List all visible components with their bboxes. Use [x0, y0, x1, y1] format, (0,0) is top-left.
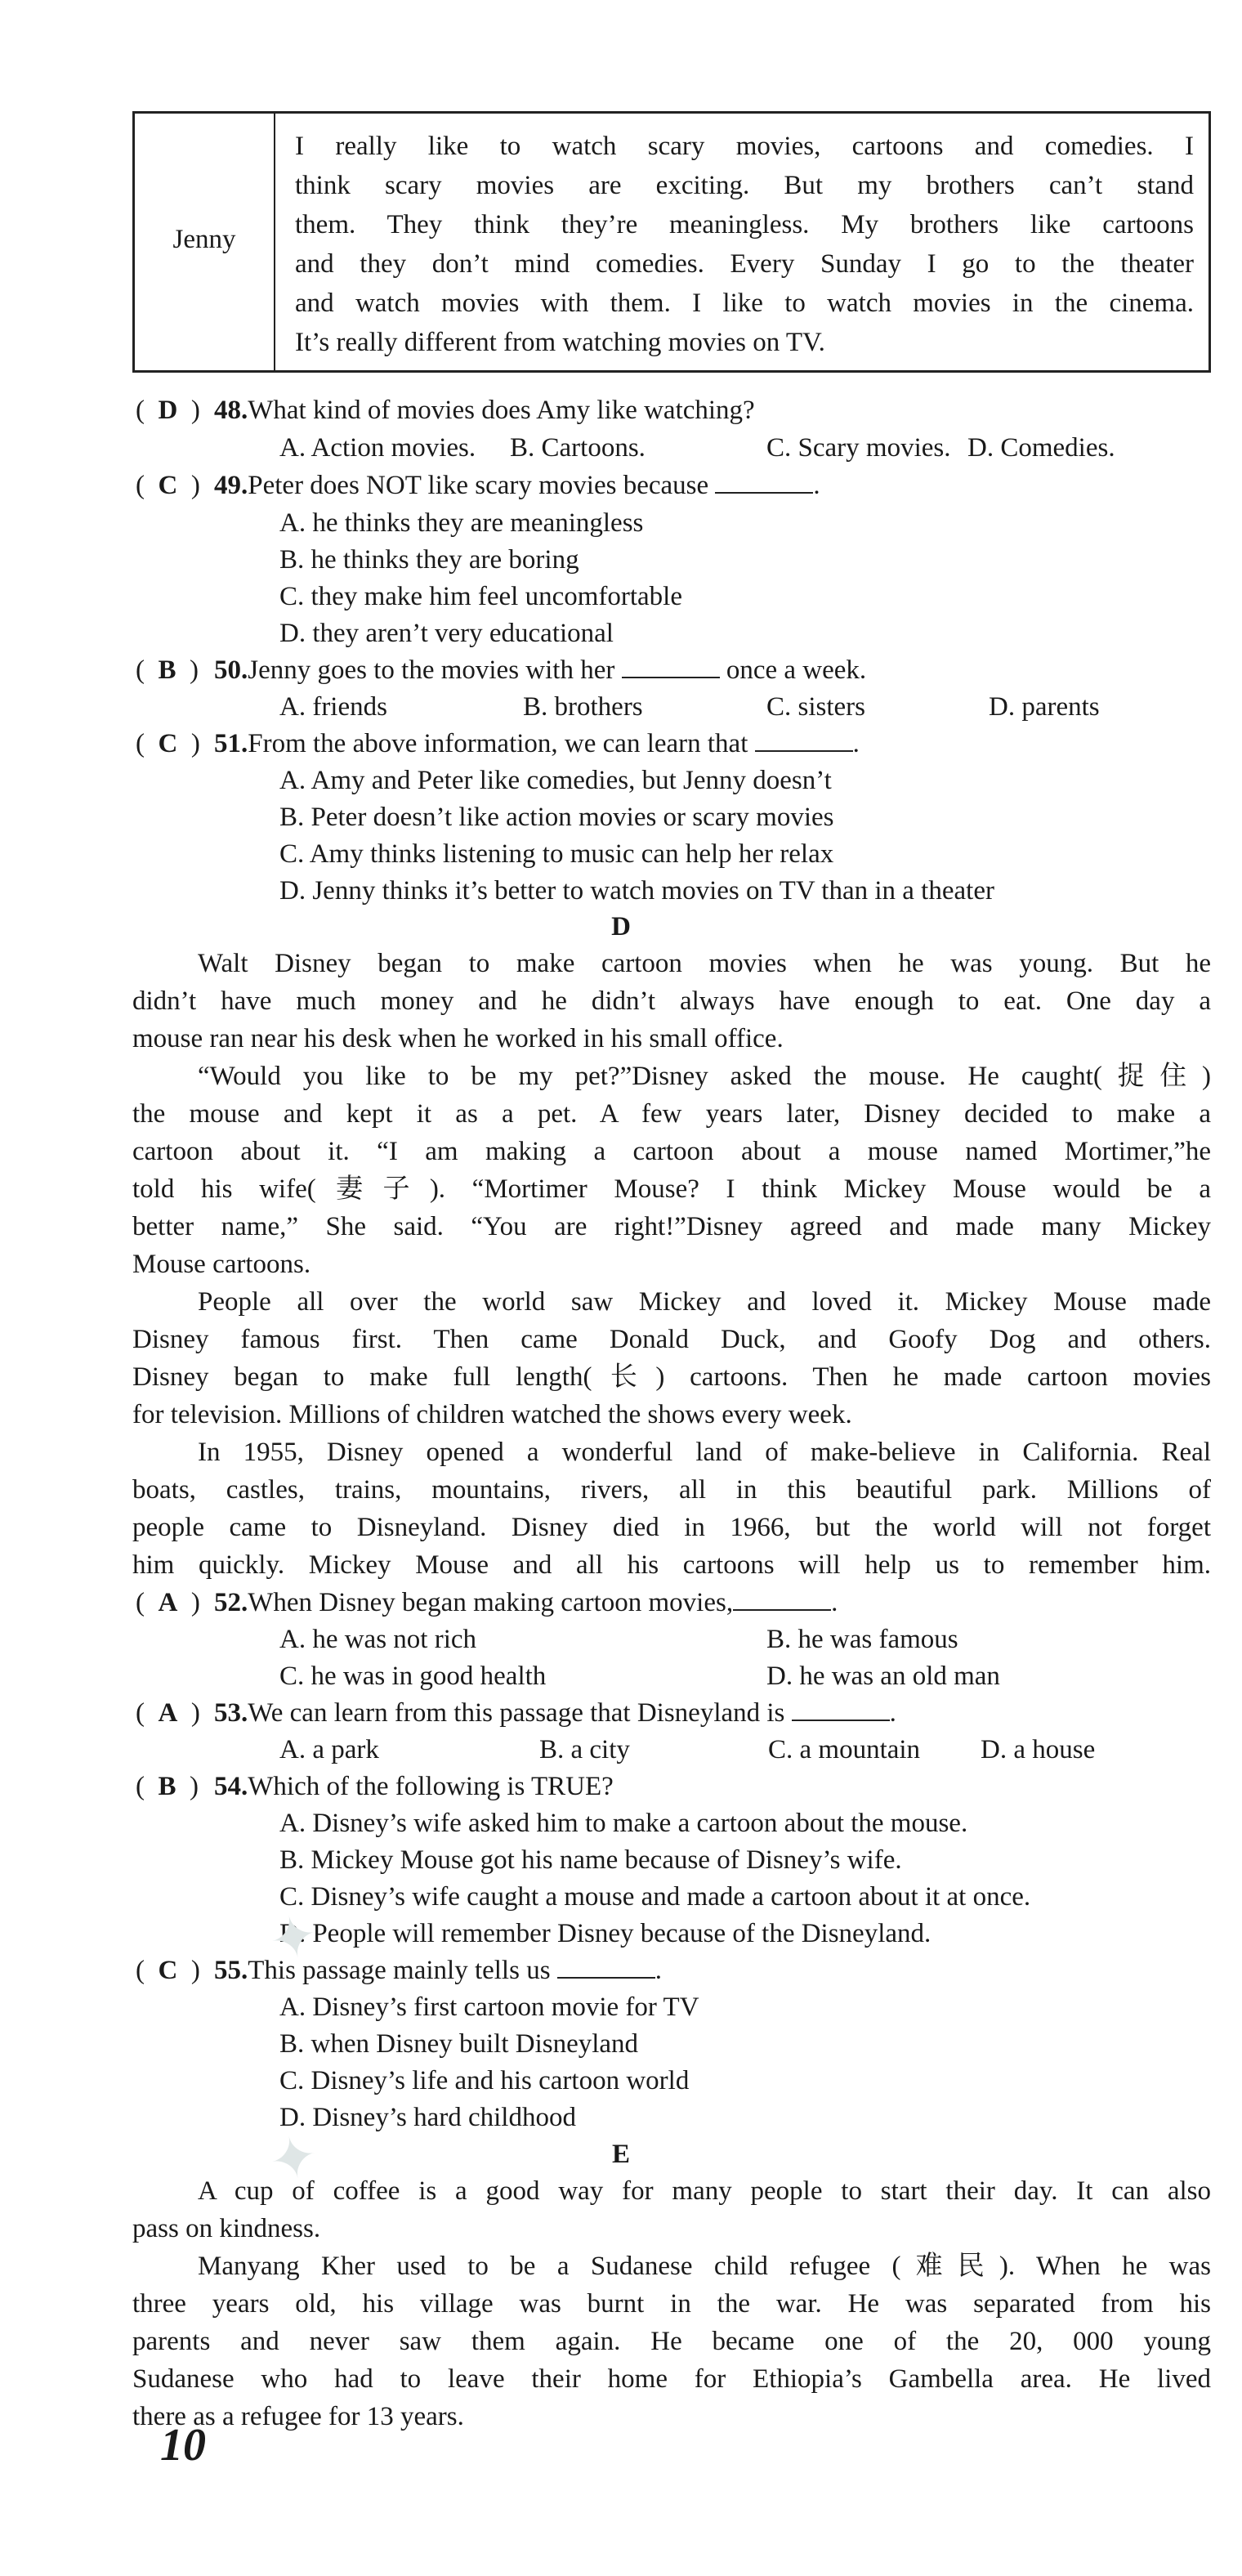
option: A. Amy and Peter like comedies, but Jenny doesn’t	[279, 766, 832, 795]
option: B. a city	[539, 1735, 630, 1764]
page-number: 10	[160, 2420, 206, 2471]
option: B. Cartoons.	[510, 433, 646, 463]
passage-line: Mouse cartoons.	[132, 1250, 311, 1279]
passage-line: pass on kindness.	[132, 2214, 321, 2243]
option: D. Comedies.	[967, 433, 1115, 463]
passage-line: didn’t have much money and he didn’t always have enough to eat. One day a	[132, 986, 1211, 1016]
question-50	[214, 652, 866, 688]
answer-letter: A	[158, 1698, 178, 1728]
option: D. parents	[989, 692, 1100, 722]
option: B. he was famous	[766, 1625, 958, 1654]
question-number: 51.	[214, 729, 248, 758]
passage-line: there as a refugee for 13 years.	[132, 2402, 464, 2431]
question-text-end: once a week.	[726, 655, 867, 685]
question-49: 49.Peter does NOT like scary movies because .	[214, 467, 820, 503]
table-text-line: think scary movies are exciting. But my brothers can’t stand	[295, 171, 1194, 200]
question-text: From the above information, we can learn that	[248, 729, 748, 758]
answer-paren: ( A )	[136, 1698, 200, 1728]
passage-line: A cup of coffee is a good way for many people to start their day. It can also	[198, 2176, 1211, 2206]
question-52: 52.When Disney began making cartoon movies, .	[214, 1585, 838, 1621]
question-number: 49.	[214, 471, 248, 500]
question-number: 52.	[214, 1588, 248, 1617]
answer-paren: ( B )	[136, 655, 199, 685]
question-48	[214, 392, 755, 428]
option: B. Mickey Mouse got his name because of Disney’s wife.	[279, 1845, 902, 1875]
passage-line: mouse ran near his desk when he worked in his small office.	[132, 1024, 784, 1053]
section-heading: D	[611, 912, 631, 941]
option: A. friends	[279, 692, 387, 722]
passage-line: better name,” She said. “You are right!”Disney agreed and made many Mickey	[132, 1212, 1211, 1241]
table-name-cell: Jenny	[172, 225, 236, 254]
answer-blank	[622, 652, 720, 678]
watermark-mark: ✦	[263, 1899, 324, 1976]
question-number: 48.	[214, 396, 248, 425]
question-text: Which of the following is TRUE?	[248, 1772, 614, 1801]
answer-blank	[733, 1585, 831, 1611]
question-text: Peter does NOT like scary movies because	[248, 471, 709, 500]
option: D. Jenny thinks it’s better to watch movies on TV than in a theater	[279, 876, 994, 906]
answer-paren: ( A )	[136, 1588, 200, 1617]
answer-letter: A	[158, 1588, 178, 1617]
question-53: 53.We can learn from this passage that Disneyland is .	[214, 1695, 896, 1731]
passage-line: the mouse and kept it as a pet. A few years later, Disney decided to make a	[132, 1099, 1211, 1129]
option: D. People will remember Disney because of the Disneyland.	[279, 1919, 932, 1948]
passage-line: Manyang Kher used to be a Sudanese child refugee (难民). When he was	[198, 2252, 1211, 2281]
question-number: 54.	[214, 1772, 248, 1801]
question-number: 53.	[214, 1698, 248, 1728]
question-51: 51.From the above information, we can learn that .	[214, 726, 860, 762]
option: A. a park	[279, 1735, 379, 1764]
passage-line: People all over the world saw Mickey and loved it. Mickey Mouse made	[198, 1287, 1211, 1317]
option: D. they aren’t very educational	[279, 619, 614, 648]
question-text: We can learn from this passage that Disneyland is	[248, 1698, 785, 1728]
passage-line: him quickly. Mickey Mouse and all his cartoons will help us to remember him.	[132, 1550, 1211, 1580]
table-text-line: I really like to watch scary movies, cartoons and comedies. I	[295, 132, 1194, 161]
passage-line: parents and never saw them again. He became one of the 20, 000 young	[132, 2327, 1211, 2356]
answer-letter: C	[158, 1956, 178, 1985]
option: C. Disney’s life and his cartoon world	[279, 2066, 690, 2095]
section-heading: E	[611, 2140, 630, 2169]
option: B. when Disney built Disneyland	[279, 2029, 639, 2059]
question-text: What kind of movies does Amy like watching?	[248, 396, 755, 425]
passage-line: cartoon about it. “I am making a cartoon about a mouse named Mortimer,”he	[132, 1137, 1211, 1166]
answer-paren: ( C )	[136, 471, 200, 500]
option: C. Disney’s wife caught a mouse and made a cartoon about it at once.	[279, 1882, 1031, 1912]
option: D. a house	[981, 1735, 1096, 1764]
passage-line: Disney famous first. Then came Donald Duck, and Goofy Dog and others.	[132, 1325, 1211, 1354]
option: C. sisters	[766, 692, 866, 722]
option: A. Disney’s first cartoon movie for TV	[279, 1992, 699, 2022]
option: C. a mountain	[768, 1735, 921, 1764]
option: C. he was in good health	[279, 1661, 547, 1691]
table-divider	[274, 114, 275, 370]
option: A. he was not rich	[279, 1625, 477, 1654]
passage-line: Walt Disney began to make cartoon movies when he was young. But he	[198, 949, 1211, 978]
table-text-line: and watch movies with them. I like to watch movies in the cinema.	[295, 288, 1194, 318]
table-text-line: It’s really different from watching movies on TV.	[295, 328, 825, 357]
watermark-mark: ✦	[263, 2120, 324, 2197]
option: A. he thinks they are meaningless	[279, 508, 644, 538]
answer-blank	[755, 726, 853, 752]
passage-line: told his wife(妻子). “Mortimer Mouse? I think Mickey Mouse would be a	[132, 1174, 1211, 1204]
question-text: This passage mainly tells us	[248, 1956, 551, 1985]
option: C. Amy thinks listening to music can help her relax	[279, 839, 834, 869]
passage-line: Disney began to make full length(长) cartoons. Then he made cartoon movies	[132, 1362, 1211, 1392]
question-number: 50.	[214, 655, 248, 685]
answer-letter: B	[158, 1772, 176, 1801]
passage-line: Sudanese who had to leave their home for Ethiopia’s Gambella area. He lived	[132, 2364, 1211, 2394]
question-text: Jenny goes to the movies with her	[248, 655, 615, 685]
option: A. Action movies.	[279, 433, 476, 463]
answer-paren: ( D )	[136, 396, 200, 425]
option: B. brothers	[523, 692, 643, 722]
answer-blank	[557, 1952, 655, 1979]
question-text: When Disney began making cartoon movies,	[248, 1588, 734, 1617]
table-text-line: and they don’t mind comedies. Every Sunday I go to the theater	[295, 249, 1194, 279]
answer-blank	[715, 467, 813, 494]
answer-letter: C	[158, 729, 178, 758]
passage-line: for television. Millions of children watched the shows every week.	[132, 1400, 852, 1429]
option: C. Scary movies.	[766, 433, 951, 463]
question-54	[214, 1769, 614, 1805]
option: B. he thinks they are boring	[279, 545, 579, 575]
answer-paren: ( C )	[136, 729, 200, 758]
question-55: 55.This passage mainly tells us .	[214, 1952, 662, 1988]
option: A. Disney’s wife asked him to make a cartoon about the mouse.	[279, 1809, 968, 1838]
table-text-line: them. They think they’re meaningless. My brothers like cartoons	[295, 210, 1194, 239]
answer-letter: C	[158, 471, 178, 500]
answer-paren: ( B )	[136, 1772, 199, 1801]
jenny-table	[132, 111, 1211, 373]
answer-blank	[792, 1695, 890, 1721]
passage-line: boats, castles, trains, mountains, rivers, all in this beautiful park. Millions of	[132, 1475, 1211, 1505]
option: D. Disney’s hard childhood	[279, 2103, 576, 2132]
option: C. they make him feel uncomfortable	[279, 582, 683, 611]
passage-line: “Would you like to be my pet?”Disney asked the mouse. He caught(捉住)	[198, 1062, 1211, 1091]
passage-line: three years old, his village was burnt in the war. He was separated from his	[132, 2289, 1211, 2319]
answer-paren: ( C )	[136, 1956, 200, 1985]
passage-line: In 1955, Disney opened a wonderful land of make-believe in California. Real	[198, 1438, 1211, 1467]
question-number: 55.	[214, 1956, 248, 1985]
answer-letter: B	[158, 655, 176, 685]
answer-letter: D	[158, 396, 178, 425]
option: B. Peter doesn’t like action movies or scary movies	[279, 803, 834, 832]
option: D. he was an old man	[766, 1661, 1000, 1691]
passage-line: people came to Disneyland. Disney died in 1966, but the world will not forget	[132, 1513, 1211, 1542]
